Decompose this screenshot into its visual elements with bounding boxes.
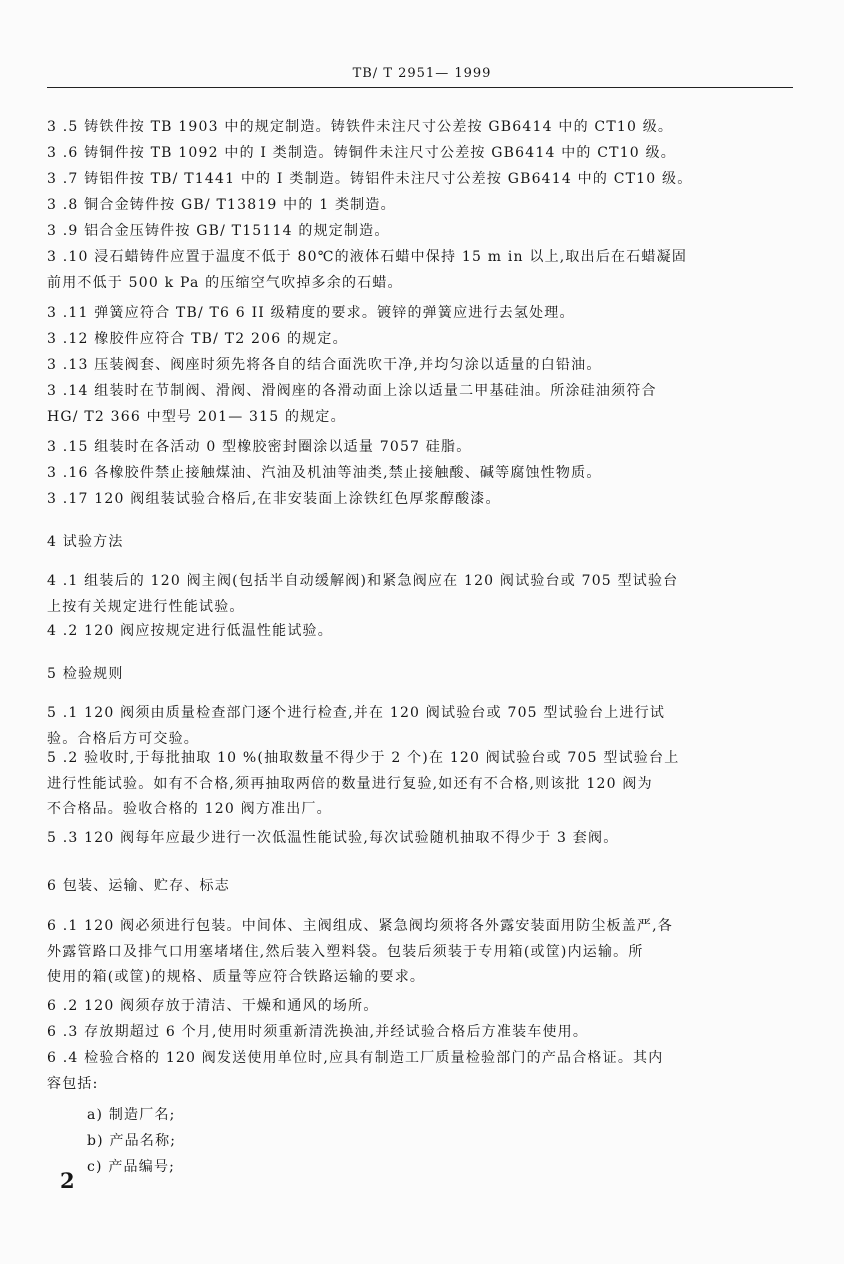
- paragraph-line: 不合格品。验收合格的 120 阀方准出厂。: [47, 801, 332, 817]
- paragraph-line: 3 .15 组装时在各活动 0 型橡胶密封圈涂以适量 7057 硅脂。: [47, 439, 472, 455]
- paragraph-line: 3 .12 橡胶件应符合 TB/ T2 206 的规定。: [47, 331, 348, 347]
- paragraph-line: 使用的箱(或筐)的规格、质量等应符合铁路运输的要求。: [47, 969, 426, 985]
- paragraph-line: 6 .3 存放期超过 6 个月,使用时须重新清洗换油,并经试验合格后方准装车使用。: [47, 1024, 589, 1040]
- paragraph-line: 外露管路口及排气口用塞堵堵住,然后装入塑料袋。包装后须装于专用箱(或筐)内运输。所: [47, 943, 644, 960]
- paragraph-line: 前用不低于 500 k Pa 的压缩空气吹掉多余的石蜡。: [47, 274, 403, 291]
- paragraph-line: 6 .2 120 阀须存放于清洁、干燥和通风的场所。: [47, 998, 379, 1014]
- paragraph-line: 3 .17 120 阀组装试验合格后,在非安装面上涂铁红色厚浆醇酸漆。: [47, 491, 501, 507]
- list-item: a) 制造厂名;: [87, 1107, 176, 1123]
- paragraph-line: 6 包装、运输、贮存、标志: [47, 878, 230, 894]
- list-item: c) 产品编号;: [87, 1159, 176, 1175]
- paragraph-line: 4 .2 120 阀应按规定进行低温性能试验。: [47, 623, 333, 639]
- paragraph-line: 5 .1 120 阀须由质量检查部门逐个进行检查,并在 120 阀试验台或 705 型试验台上进行试: [47, 705, 666, 721]
- page-number: 2: [60, 1168, 75, 1193]
- paragraph-line: 4 .1 组装后的 120 阀主阀(包括半自动缓解阀)和紧急阀应在 120 阀试验台或 705 型试验台: [47, 573, 679, 589]
- paragraph-line: 进行性能试验。如有不合格,须再抽取两倍的数量进行复验,如还有不合格,则该批 120 阀为: [47, 775, 653, 792]
- paragraph-line: 5 .2 验收时,于每批抽取 10 %(抽取数量不得少于 2 个)在 120 阀试验台或 705 型试验台上: [47, 750, 680, 766]
- paragraph-line: 3 .13 压装阀套、阀座时须先将各自的结合面洗吹干净,并均匀涂以适量的白铅油。: [47, 357, 602, 373]
- paragraph-line: 3 .6 铸铜件按 TB 1092 中的 I 类制造。铸铜件未注尺寸公差按 GB6414 中的 CT10 级。: [47, 145, 676, 161]
- paragraph-line: 3 .7 铸铝件按 TB/ T1441 中的 I 类制造。铸铝件未注尺寸公差按 GB6414 中的 CT10 级。: [47, 171, 693, 187]
- paragraph-line: 3 .8 铜合金铸件按 GB/ T13819 中的 1 类制造。: [47, 197, 396, 213]
- paragraph-line: 3 .14 组装时在节制阀、滑阀、滑阀座的各滑动面上涂以适量二甲基硅油。所涂硅油须符合: [47, 383, 657, 399]
- paragraph-line: 3 .9 铝合金压铸件按 GB/ T15114 的规定制造。: [47, 223, 390, 239]
- paragraph-line: 5 检验规则: [47, 666, 124, 682]
- page-header: TB/ T 2951— 1999: [352, 66, 492, 81]
- list-item: b) 产品名称;: [87, 1133, 177, 1149]
- paragraph-line: 3 .16 各橡胶件禁止接触煤油、汽油及机油等油类,禁止接触酸、碱等腐蚀性物质。: [47, 465, 602, 481]
- paragraph-line: 容包括:: [47, 1075, 99, 1092]
- header-rule: [47, 87, 793, 88]
- paragraph-line: HG/ T2 366 中型号 201— 315 的规定。: [47, 408, 346, 425]
- paragraph-line: 4 试验方法: [47, 534, 124, 550]
- paragraph-line: 验。合格后方可交验。: [47, 730, 199, 747]
- paragraph-line: 3 .11 弹簧应符合 TB/ T6 6 II 级精度的要求。镀锌的弹簧应进行去氢处理。: [47, 305, 575, 321]
- paragraph-line: 6 .4 检验合格的 120 阀发送使用单位时,应具有制造工厂质量检验部门的产品合格证。其内: [47, 1050, 664, 1066]
- paragraph-line: 6 .1 120 阀必须进行包装。中间体、主阀组成、紧急阀均须将各外露安装面用防尘板盖严,各: [47, 918, 673, 934]
- paragraph-line: 3 .10 浸石蜡铸件应置于温度不低于 80℃的液体石蜡中保持 15 m in 以上,取出后在石蜡凝固: [47, 249, 688, 265]
- paragraph-line: 5 .3 120 阀每年应最少进行一次低温性能试验,每次试验随机抽取不得少于 3 套阀。: [47, 830, 619, 846]
- paragraph-line: 上按有关规定进行性能试验。: [47, 598, 245, 615]
- paragraph-line: 3 .5 铸铁件按 TB 1903 中的规定制造。铸铁件未注尺寸公差按 GB6414 中的 CT10 级。: [47, 119, 674, 135]
